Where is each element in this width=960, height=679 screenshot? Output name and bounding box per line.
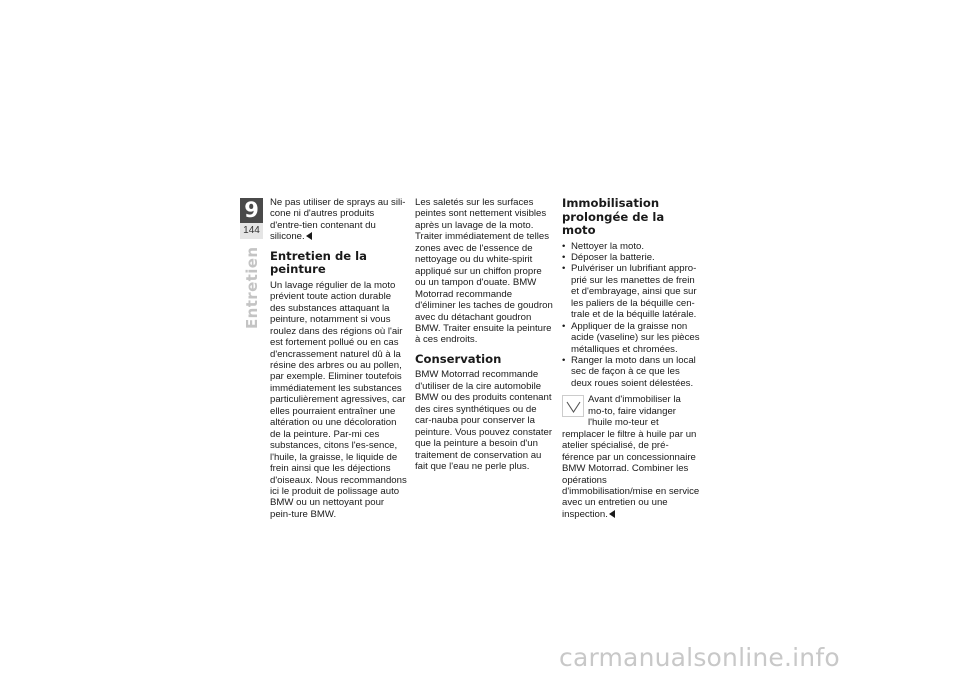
end-mark-icon: [306, 232, 312, 240]
chapter-number: 9: [244, 198, 259, 222]
column-2: [415, 197, 553, 472]
column-3: [562, 197, 700, 520]
storage-note-text: Avant d'immobiliser la mo-to, faire vidanger l'huile mo-teur et remplacer le filtre à huile par un atelier spécialisé, de pré-férence par un concessionnaire BMW Motorrad. Combiner les opérations d'immobilisation/mise en service avec un entretien ou une inspection.: [562, 394, 700, 520]
silicone-warning-text: Ne pas utiliser de sprays au sili-cone ni d'autres produits d'entre-tien contenant du silicone.: [270, 197, 406, 243]
list-item: • Déposer la batterie.: [562, 252, 700, 263]
column-1: [270, 197, 407, 520]
heading-storage: Immobilisation prolongée de la moto: [562, 196, 665, 237]
conservation-text: BMW Motorrad recommande d'utiliser de la cire automobile BMW ou des produits contenant des cires synthétiques ou de car-nauba pour conserver la peinture. Vous pouvez constater que la peinture a besoin d'un traitement de conservation au fait que l'eau ne perle plus.: [415, 369, 553, 473]
stain-removal-text: Les saletés sur les surfaces peintes sont nettement visibles après un lavage de la moto. Traiter immédiatement de telles zones avec de l'essence de nettoyage ou du white-spirit appliqué sur un chiffon propre ou un tampon d'ouate. BMW Motorrad recommande d'éliminer les taches de goudron avec du détachant goudron BMW. Traiter ensuite la peinture à ces endroits.: [415, 197, 553, 346]
storage-note: [562, 394, 700, 520]
end-mark-icon: [609, 510, 615, 518]
chapter-title: Entretien: [243, 246, 261, 329]
storage-steps-list: [562, 241, 700, 390]
paint-care-text: Un lavage régulier de la moto prévient toute action durable des substances attaquant la peinture, notamment si vous roulez dans des régions où l'air est fortement pollué ou en cas d'encrassement naturel dû à la résine des arbres ou au pollen, par exemple. Eliminer toutefois immédiatement les substances particulièrement agressives, car elles pourraient entraîner une altération ou une décoloration de la peinture. Par-mi ces substances, citons l'es-sence, l'huile, la graisse, le liquide de frein ainsi que les déjections d'oiseaux. Nous recommandons ici le produit de polissage auto BMW ou un nettoyant pour pein-ture BMW.: [270, 279, 407, 520]
heading-paint-care: Entretien de la peinture: [270, 248, 367, 277]
watermark: carmanualsonline.info: [559, 643, 840, 672]
heading-conservation: Conservation: [415, 351, 502, 366]
chapter-side-title: [243, 246, 261, 330]
page-number: 144: [240, 223, 263, 239]
list-item: • Appliquer de la graisse non acide (vaseline) sur les pièces métalliques et chromées.: [562, 321, 700, 355]
silicone-warning: [270, 197, 407, 243]
list-item: • Nettoyer la moto.: [562, 241, 700, 252]
list-item: • Pulvériser un lubrifiant appro-prié sur les manettes de frein et d'embrayage, ainsi que sur les paliers de la béquille cen-trale et de la béquille latérale.: [562, 263, 700, 320]
info-triangle-icon: [562, 395, 584, 417]
list-item: • Ranger la moto dans un local sec de façon à ce que les deux roues soient délestées.: [562, 355, 700, 389]
chapter-tab: [240, 198, 263, 239]
